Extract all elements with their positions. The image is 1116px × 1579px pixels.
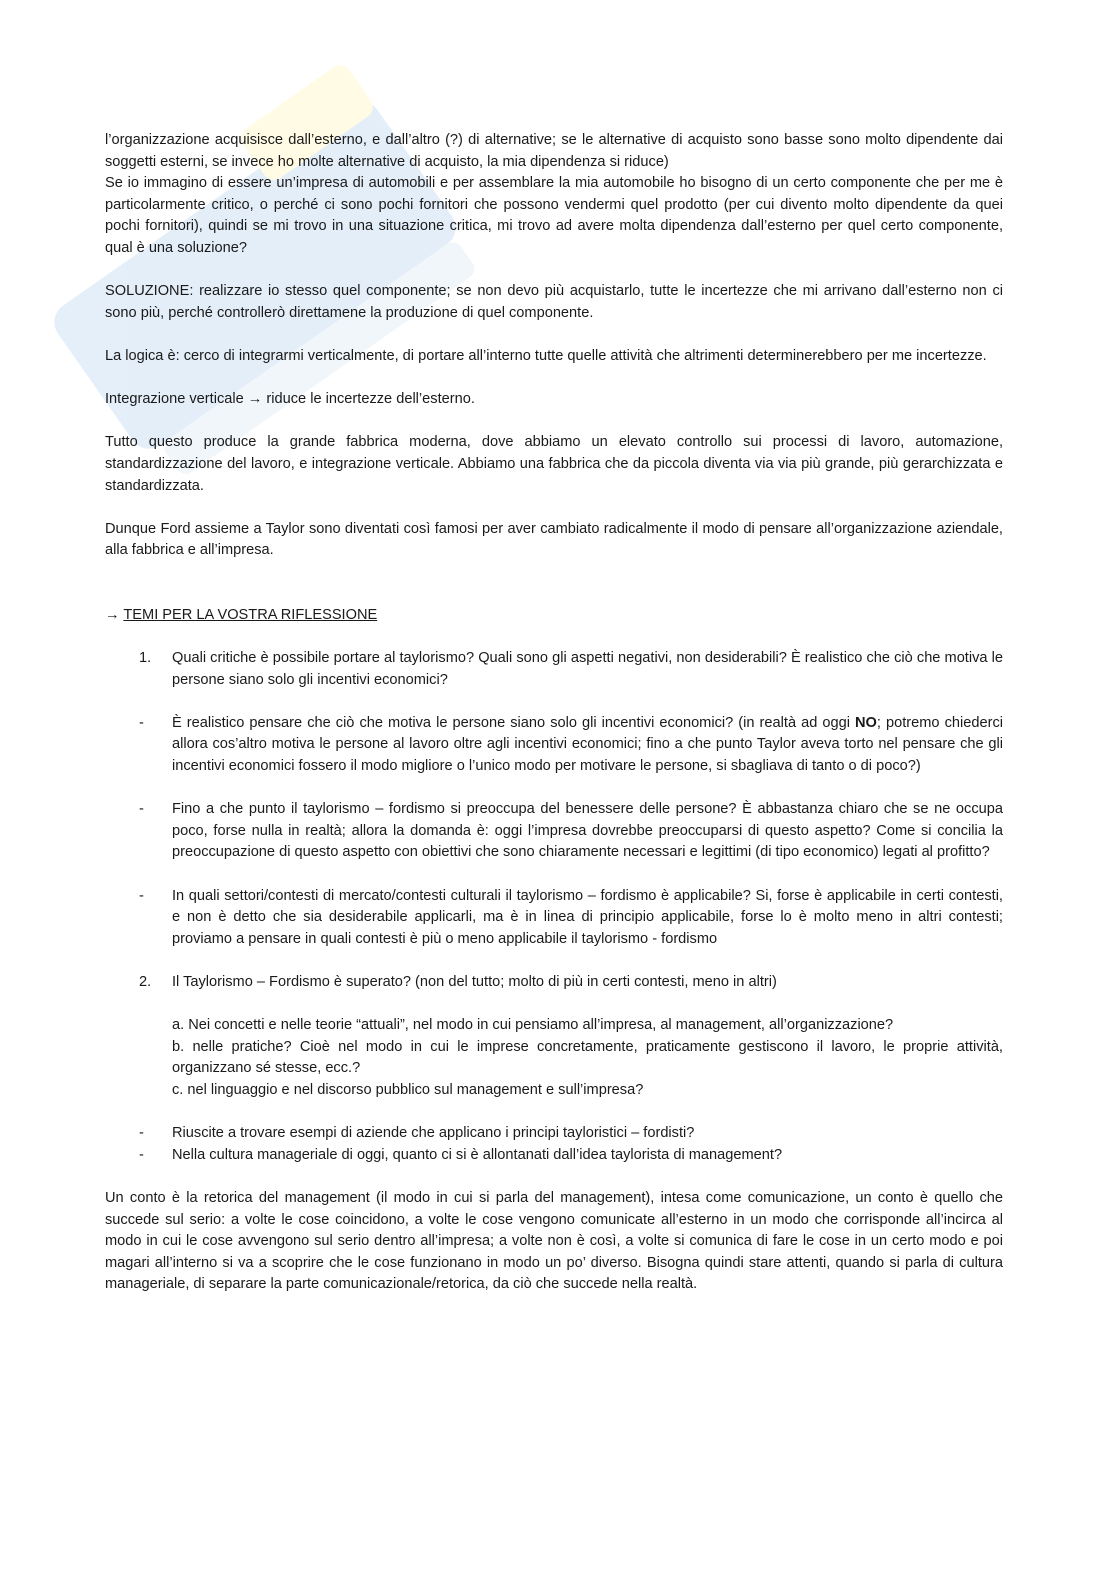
list-item-text: È realistico pensare che ciò che motiva le persone siano solo gli incentivi economici? (in realtà ad oggi xyxy=(172,714,856,731)
list-marker: - xyxy=(139,801,144,818)
list-item-text: Quali critiche è possibile portare al taylorismo? Quali sono gli aspetti negativi, non desiderabili? È realistico che ciò che motiva le persone siano solo gli incentivi economici? xyxy=(172,650,1003,688)
list-item xyxy=(105,1145,1003,1167)
paragraph-dependency: l’organizzazione acquisisce dall’esterno, e dall’altro (?) di alternative; se le alternative di acquisto sono basse sono molto dipendente dai soggetti esterni, se invece ho molte alternative di acquisto, la mia dipendenza si riduce) xyxy=(105,132,1003,170)
sub-list-item: c. nel linguaggio e nel discorso pubblico sul management e sull’impresa? xyxy=(172,1081,644,1098)
list-item xyxy=(105,648,1003,691)
list-item-text: ; potremo chiederci allora cos’altro motiva le persone al lavoro oltre agli incentivi economici; fino a che punto Taylor aveva torto nel pensare che gli incentivi economici fossero il modo migliore o l’unico modo per motivare le persone, si sbagliava di tanto o di poco?) xyxy=(172,714,1003,775)
sub-list-item: b. nelle pratiche? Cioè nel modo in cui le imprese concretamente, praticamente gestiscono il lavoro, le proprie attività, organizzano sé stesse, ecc.? xyxy=(172,1038,1003,1077)
list-item xyxy=(105,1123,1003,1145)
section-heading xyxy=(105,605,1003,627)
section-title: TEMI PER LA VOSTRA RIFLESSIONE xyxy=(123,606,378,623)
list-marker: - xyxy=(139,1146,144,1163)
list-item-text: Fino a che punto il taylorismo – fordismo si preoccupa del benessere delle persone? È abbastanza chiaro che se ne occupa poco, forse nulla in realtà; allora la domanda è: oggi l’impresa dovrebbe preoccuparsi di questo aspetto? Come si concilia la preoccupazione di questo aspetto con obiettivi che sono chiaramente necessari e legittimi (di tipo economico) legati al profitto? xyxy=(172,801,1003,861)
list-item-text: Nella cultura manageriale di oggi, quanto ci si è allontanati dall’idea taylorista di management? xyxy=(172,1146,783,1163)
paragraph-logic: La logica è: cerco di integrarmi verticalmente, di portare all’interno tutte quelle attività che altrimenti determinerebbero per me incertezze. xyxy=(105,347,987,364)
paragraph-vertical-integration: Integrazione verticale → riduce le incertezze dell’esterno. xyxy=(105,391,475,408)
list-marker: 2. xyxy=(139,973,152,990)
sub-list xyxy=(105,1015,1003,1101)
document-page xyxy=(105,130,1003,1317)
paragraph-ford-taylor: Dunque Ford assieme a Taylor sono diventati così famosi per aver cambiato radicalmente il modo di pensare all’organizzazione aziendale, alla fabbrica e all’impresa. xyxy=(105,520,1003,559)
list-item xyxy=(105,886,1003,951)
list-item xyxy=(105,799,1003,864)
list-item-emphasis: NO xyxy=(855,714,877,731)
arrow-right-icon: → xyxy=(105,606,124,623)
list-marker: 1. xyxy=(139,650,152,667)
list-item xyxy=(105,713,1003,778)
paragraph-solution: SOLUZIONE: realizzare io stesso quel componente; se non devo più acquistarlo, tutte le incertezze che mi arrivano dall’esterno non ci sono più, perché controllerò direttamene la produzione di quel componente. xyxy=(105,283,1003,321)
paragraph-closing: Un conto è la retorica del management (il modo in cui si parla del management), intesa come comunicazione, un conto è quello che succede sul serio: a volte le cose coincidono, a volte le cose vengono comunicate all’esterno in un modo che corrisponde all’incirca al modo in cui le cose avvengono sul serio dentro all’impresa; a volte non è così, a volte si comunica di fare le cose in un certo modo e poi magari all’interno si va a scoprire che le cose funzionano in modo un po’ diverso. Bisogna quindi stare attenti, quando si parla di cultura manageriale, di separare la parte comunicazionale/retorica, da ciò che succede nella realtà. xyxy=(105,1189,1003,1293)
paragraph-modern-factory: Tutto questo produce la grande fabbrica moderna, dove abbiamo un elevato controllo sui processi di lavoro, automazione, standardizzazione del lavoro, e integrazione verticale. Abbiamo una fabbrica che da piccola diventa via via più grande, più gerarchizzata e standardizzata. xyxy=(105,434,1003,494)
sub-list-item: a. Nei concetti e nelle teorie “attuali”, nel modo in cui pensiamo all’impresa, al management, all’organizzazione? xyxy=(172,1017,894,1034)
list-item-text: Il Taylorismo – Fordismo è superato? (non del tutto; molto di più in certi contesti, meno in altri) xyxy=(172,973,777,990)
list-item xyxy=(105,972,1003,994)
list-marker: - xyxy=(139,714,144,731)
list-item-text: Riuscite a trovare esempi di aziende che applicano i principi tayloristici – fordisti? xyxy=(172,1125,695,1142)
list-marker: - xyxy=(139,887,144,904)
list-item-text: In quali settori/contesti di mercato/contesti culturali il taylorismo – fordismo è applicabile? Si, forse è applicabile in certi contesti, e non è detto che sia desiderabile applicarli, ma è in linea di principio applicabile, forse lo è molto meno in altri contesti; proviamo a pensare in quali contesti è più o meno applicabile il taylorismo - fordismo xyxy=(172,887,1003,947)
list-marker: - xyxy=(139,1125,144,1142)
paragraph-automobile-example: Se io immagino di essere un’impresa di automobili e per assemblare la mia automobile ho bisogno di un certo componente che per me è particolarmente critico, o perché ci sono pochi fornitori che possono vendermi quel prodotto (per cui divento molto dipendente da quei pochi fornitori), quindi se mi trovo in una situazione critica, mi trovo ad avere molta dipendenza dall’esterno per quel certo componente, qual è una soluzione? xyxy=(105,175,1003,256)
